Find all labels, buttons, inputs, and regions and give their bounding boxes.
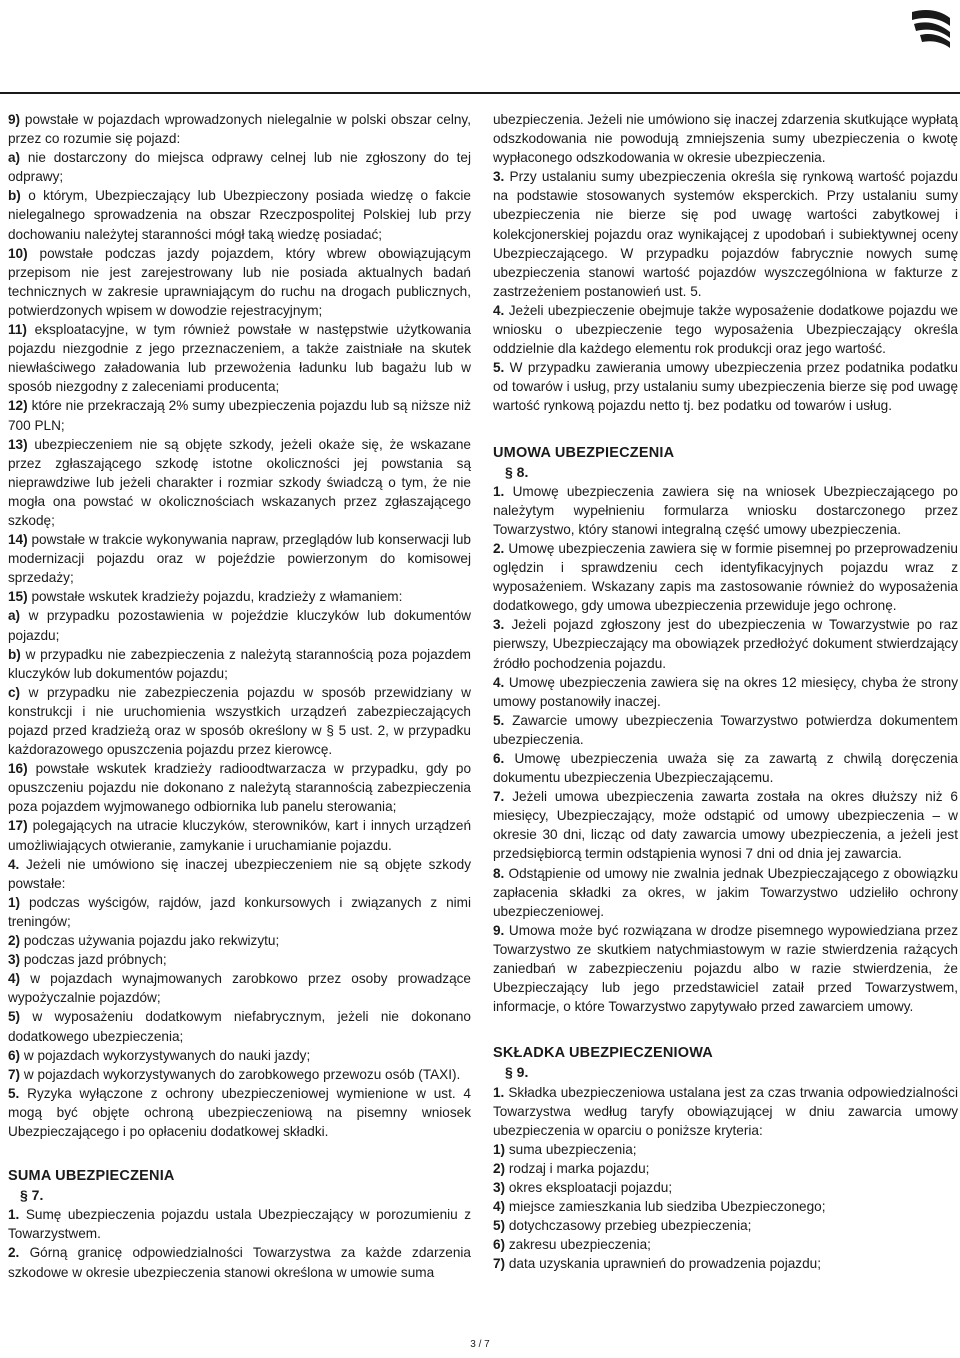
clause-marker: 3. — [493, 169, 505, 185]
clause-paragraph — [493, 1254, 958, 1273]
clause-paragraph — [493, 1159, 958, 1178]
right-column — [493, 110, 958, 1273]
clause-marker: 11) — [8, 322, 27, 338]
company-logo-icon — [904, 2, 954, 52]
clause-paragraph — [8, 759, 471, 816]
clause-text: Składka ubezpieczeniowa ustalana jest za czas trwania odpowiedzialności Towarzystwa według taryfy obowiązującej w dniu zawarcia umowy ubezpieczenia w oparciu o poniższe kryteria: — [493, 1084, 958, 1138]
clause-text: podczas używania pojazdu jako rekwizytu; — [23, 933, 280, 949]
clause-text: Umowę ubezpieczenia zawiera się w formie pisemnej po przeprowadzeniu oględzin i sprawdzeniu cech identyfikacyjnych pojazdu wraz z wyposażeniem. Wskazany zapis ma zastosowanie również do wyposażenia dodatkowego, gdy umowa ubezpieczenia przewiduje jego ochronę. — [493, 540, 958, 614]
clause-text: powstałe podczas jazdy pojazdem, który wbrew obowiązującym przepisom nie jest zarejestrowany lub nie posiada aktualnych badań technicznych w zakresie uprawniającym do ruchu na drogach publicznych, potwierdzonych wpisem w dowodzie rejestracyjnym; — [8, 245, 471, 318]
clause-text: w przypadku nie zabezpieczenia pojazdu w sposób przewidziany w konstrukcji i nie uruchomienia wszystkich urządzeń zabezpieczających pojazd przed kradzieżą oraz w sposób określony w § 5 ust. 2, w przypadku każdorazowego opuszczenia pojazdu przez kierowcę. — [8, 684, 471, 758]
clause-paragraph — [493, 749, 958, 787]
clause-paragraph — [493, 615, 958, 672]
clause-paragraph — [8, 1007, 471, 1045]
clause-paragraph — [8, 606, 471, 644]
clause-marker: 9) — [8, 112, 21, 127]
clause-text: podczas wyścigów, rajdów, jazd konkursowych i związanych z nimi treningów; — [8, 894, 471, 929]
clause-paragraph — [493, 301, 958, 358]
clause-marker: 9. — [493, 922, 505, 938]
clause-paragraph — [493, 110, 958, 167]
clause-paragraph — [8, 530, 471, 587]
clause-paragraph — [8, 1065, 471, 1084]
clause-paragraph — [8, 1046, 471, 1065]
section-number-9: § 9. — [505, 1064, 529, 1081]
clause-text: Umowę ubezpieczenia zawiera się na okres 12 miesięcy, chyba że strony umowy postanowiły inaczej. — [493, 674, 958, 709]
clause-marker: 1) — [493, 1141, 506, 1157]
clause-paragraph — [493, 1178, 958, 1197]
clause-marker: 2. — [8, 1245, 20, 1261]
clause-paragraph — [8, 1084, 471, 1141]
clause-text: w przypadku pozostawienia w pojeździe kluczyków lub dokumentów pojazdu; — [8, 608, 471, 643]
clause-text: Jeżeli pojazd zgłoszony jest do ubezpieczenia w Towarzystwie po raz pierwszy, Ubezpieczający ma obowiązek przedłożyć dokument stwierdzający źródło pochodzenia pojazdu. — [493, 617, 959, 671]
clause-text: Jeżeli nie umówiono się inaczej ubezpieczeniem nie są objęte szkody powstałe: — [8, 856, 471, 891]
clause-text: Przy ustalaniu sumy ubezpieczenia określa się rynkową wartość pojazdu na podstawie stosowanych systemów eksperckich. Przy ustalaniu sumy ubezpieczenia nie bierze się pod uwagę wartości zabytkowej i kolekcjonerskiej pojazdu oraz wynikającej z upodobań i subiektywnej oceny Ubezpieczającego. W przypadku pojazdów fabrycznie nowych sumę ubezpieczenia stanowi wartość pojazdów wyszczególniona w fakturze z zastrzeżeniem postanowień ust. 5. — [493, 169, 958, 299]
clause-paragraph — [493, 1235, 958, 1254]
clause-text: suma ubezpieczenia; — [508, 1141, 637, 1157]
clause-text: ubezpieczenia. Jeżeli nie umówiono się inaczej zdarzenia skutkujące wypłatą odszkodowania nie powodują zmniejszenia sumy ubezpieczenia o kwotę wypłaconego odszkodowania w okresie ubezpieczenia. — [493, 112, 958, 166]
clause-text: w pojazdach wykorzystywanych do zarobkowego przewozu osób (TAXI). — [23, 1066, 461, 1082]
clause-marker: 6. — [493, 751, 505, 766]
clause-paragraph — [493, 787, 958, 863]
clause-marker: 3) — [8, 952, 21, 968]
clause-marker: 2) — [493, 1160, 506, 1176]
clause-marker: 2) — [8, 933, 21, 949]
clause-marker: 16) — [8, 761, 28, 777]
clause-marker: a) — [8, 150, 21, 166]
clause-text: data uzyskania uprawnień do prowadzenia pojazdu; — [508, 1256, 821, 1272]
clause-paragraph — [493, 864, 958, 921]
clause-text: Umowę ubezpieczenia uważa się za zawartą z chwilą doręczenia dokumentu ubezpieczenia Ubezpieczającemu. — [493, 751, 958, 786]
section-number-8: § 8. — [505, 463, 529, 480]
clause-text: powstałe wskutek kradzieży pojazdu, kradzieży z włamaniem: — [31, 589, 403, 605]
clause-marker: 12) — [8, 398, 28, 414]
clause-paragraph — [8, 645, 471, 683]
clause-marker: 2. — [493, 540, 505, 556]
clause-paragraph — [8, 396, 471, 434]
clause-paragraph — [8, 244, 471, 320]
clause-text: dotychczasowy przebieg ubezpieczenia; — [508, 1218, 752, 1234]
clause-paragraph — [8, 931, 471, 950]
clause-paragraph — [493, 1083, 958, 1140]
clause-marker: a) — [8, 608, 21, 624]
clause-marker: 5. — [493, 712, 505, 728]
clause-text: Umowę ubezpieczenia zawiera się na wniosek Ubezpieczającego po należytym wypełnieniu formularza wniosku dostarczonego przez Towarzystwo, który stanowi integralną część umowy ubezpieczenia. — [493, 483, 958, 537]
clause-marker: 5) — [493, 1218, 506, 1234]
clause-marker: 5. — [493, 360, 505, 376]
clause-paragraph — [493, 1140, 958, 1159]
clause-paragraph — [493, 358, 958, 415]
clause-paragraph — [8, 950, 471, 969]
clause-marker: 15) — [8, 589, 28, 605]
header-rule — [0, 92, 960, 94]
clause-text: eksploatacyjne, w tym również powstałe w następstwie użytkowania pojazdu niezgodnie z jego przeznaczeniem, a także zaistniałe na skutek niewłaściwego załadowania lub przewożenia ładunku lub bagażu lub w sposób niezgodny z zaleceniami producenta; — [8, 322, 471, 395]
clause-text: w przypadku nie zabezpieczenia z należytą starannością poza pojazdem kluczyków lub dokumentów pojazdu; — [8, 646, 471, 681]
clause-marker: 4) — [8, 971, 21, 987]
clause-text: Sumę ubezpieczenia pojazdu ustala Ubezpieczający w porozumieniu z Towarzystwem. — [8, 1207, 471, 1242]
clause-marker: 8. — [493, 865, 505, 881]
clause-text: W przypadku zawierania umowy ubezpieczenia przez podatnika podatku od towarów i usług, przy ustalaniu sumy ubezpieczenia bierze się pod uwagę wartość rynkową pojazdu netto tj. bez podatku od towarów i usług. — [493, 360, 958, 414]
clause-text: Zawarcie umowy ubezpieczenia Towarzystwo potwierdza dokumentem ubezpieczenia. — [493, 712, 958, 747]
clause-text: powstałe w trakcie wykonywania napraw, przeglądów lub konserwacji lub modernizacji pojazdu oraz w pojeździe powierzonym do komisowej sprzedaży; — [8, 532, 471, 586]
section-title-umowa: UMOWA UBEZPIECZENIA — [493, 444, 675, 461]
clause-paragraph — [493, 1216, 958, 1235]
left-column — [8, 110, 471, 1282]
clause-text: Jeżeli umowa ubezpieczenia zawarta została na okres dłuższy niż 6 miesięcy, Ubezpieczający, może odstąpić od umowy ubezpieczenia – w okresie 30 dni, licząc od daty zawarcia umowy ubezpieczenia, a jeżeli jest przedsiębiorcą termin odstąpienia wynosi 7 dni od dnia jej zawarcia. — [493, 789, 958, 862]
clause-text: Ryzyka wyłączone z ochrony ubezpieczeniowej wymienione w ust. 4 mogą być objęte ochroną ubezpieczeniową na pisemny wniosek Ubezpieczającego i po opłaceniu dodatkowej składki. — [8, 1085, 471, 1139]
clause-marker: 17) — [8, 818, 28, 834]
clause-marker: 3) — [493, 1179, 506, 1195]
clause-text: nie dostarczony do miejsca odprawy celnej lub nie zgłoszony do tej odprawy; — [8, 150, 471, 185]
clause-paragraph — [493, 921, 958, 1016]
clause-paragraph — [8, 1205, 471, 1243]
clause-marker: 4. — [8, 856, 20, 872]
clause-paragraph — [493, 673, 958, 711]
clause-marker: 1. — [493, 483, 505, 499]
clause-marker: b) — [8, 188, 21, 204]
clause-text: miejsce zamieszkania lub siedziba Ubezpieczonego; — [508, 1199, 826, 1215]
section-title-skladka: SKŁADKA UBEZPIECZENIOWA — [493, 1045, 713, 1062]
clause-paragraph — [8, 683, 471, 759]
clause-marker: 3. — [493, 617, 505, 633]
clause-marker: b) — [8, 646, 21, 662]
clause-paragraph — [8, 816, 471, 854]
clause-text: w pojazdach wynajmowanych zarobkowo przez osoby prowadzące wypożyczalnie pojazdów; — [8, 971, 471, 1006]
clause-text: powstałe w pojazdach wprowadzonych nielegalnie w polski obszar celny, przez co rozumie się pojazd: — [8, 112, 471, 147]
clause-text: powstałe wskutek kradzieży radioodtwarzacza w przypadku, gdy po opuszczeniu pojazdu nie dokonano z należytą starannością zabezpieczenia poza pojazdem wyjmowanego odbiornika lub panelu sterowania; — [8, 761, 472, 815]
clause-marker: 1. — [493, 1084, 505, 1100]
section-title-suma: SUMA UBEZPIECZENIA — [8, 1168, 175, 1185]
clause-marker: 7. — [493, 789, 505, 805]
clause-marker: 6) — [8, 1047, 21, 1063]
clause-marker: 5) — [8, 1009, 21, 1025]
clause-paragraph — [493, 1197, 958, 1216]
clause-text: ubezpieczeniem nie są objęte szkody, jeżeli okaże się, że wskazane przez zgłaszającego szkodę istotne okoliczności jej powstania są nieprawdziwe lub jeżeli charakter i rozmiar szkody świadczą o tym, że nie mogła ona powstać w okolicznościach wskazanych przez zgłaszającego szkodę; — [8, 436, 471, 528]
clause-paragraph — [493, 167, 958, 301]
clause-text: Umowa może być rozwiązana w drodze pisemnego wypowiedziana przez Towarzystwo ze skutkiem natychmiastowym w razie stwierdzenia rażących zaniedbań w zabezpieczeniu pojazdu albo w razie stwierdzenia, że Ubezpieczający lub jego przedstawiciel zataił przed Towarzystwem, informacje, o które Towarzystwo zapytywało przed zawarciem umowy. — [493, 922, 959, 1015]
clause-paragraph — [8, 435, 471, 530]
clause-text: w wyposażeniu dodatkowym niefabrycznym, jeżeli nie dokonano dodatkowego ubezpieczenia; — [8, 1009, 471, 1044]
clause-marker: 14) — [8, 532, 28, 548]
clause-paragraph — [493, 539, 958, 615]
clause-text: które nie przekraczają 2% sumy ubezpieczenia pojazdu lub są niższe niż 700 PLN; — [8, 398, 471, 433]
clause-paragraph — [493, 711, 958, 749]
clause-paragraph — [8, 587, 471, 606]
clause-paragraph — [8, 110, 471, 148]
page-number: 3 / 7 — [470, 1339, 490, 1350]
clause-paragraph — [8, 186, 471, 243]
clause-marker: 1) — [8, 894, 21, 910]
clause-marker: 5. — [8, 1085, 20, 1101]
clause-marker: 6) — [493, 1237, 506, 1253]
clause-marker: 7) — [8, 1066, 21, 1082]
clause-text: Jeżeli ubezpieczenie obejmuje także wyposażenie dodatkowe pojazdu we wniosku o ubezpieczenie tego wyposażenia Ubezpieczający określa oddzielnie dla każdego elementu rok produkcji oraz jego wartość. — [493, 302, 958, 357]
clause-marker: 4. — [493, 674, 505, 690]
clause-paragraph — [8, 148, 471, 186]
clause-text: o którym, Ubezpieczający lub Ubezpieczony posiada wiedzę o fakcie nielegalnego sprowadzenia na obszar Rzeczpospolitej Polskiej lub przy dochowaniu należytej staranności mógł taką wiedzę posiadać; — [8, 188, 471, 242]
clause-text: zakresu ubezpieczenia; — [508, 1237, 651, 1253]
section-number-7: § 7. — [20, 1187, 44, 1204]
clause-marker: 7) — [493, 1256, 506, 1272]
clause-text: podczas jazd próbnych; — [23, 952, 167, 968]
clause-text: polegających na utracie kluczyków, sterowników, kart i innych urządzeń umożliwiających otwieranie, zamykanie i uruchamianie pojazdu. — [8, 818, 472, 853]
clause-marker: 4) — [493, 1199, 506, 1215]
clause-marker: 4. — [493, 302, 505, 318]
clause-text: Odstąpienie od umowy nie zwalnia jednak Ubezpieczającego z obowiązku zapłacenia składki za okres, w jakim Towarzystwo udzieliło ochrony ubezpieczeniowej. — [493, 865, 959, 919]
clause-marker: c) — [8, 684, 21, 700]
clause-text: okres eksploatacji pojazdu; — [508, 1179, 673, 1195]
clause-marker: 1. — [8, 1207, 20, 1223]
clause-text: w pojazdach wykorzystywanych do nauki jazdy; — [23, 1047, 311, 1063]
clause-marker: 10) — [8, 245, 28, 261]
clause-paragraph — [493, 482, 958, 539]
clause-text: rodzaj i marka pojazdu; — [508, 1160, 650, 1176]
clause-paragraph — [8, 893, 471, 931]
clause-text: Górną granicę odpowiedzialności Towarzystwa za każde zdarzenia szkodowe w okresie ubezpieczenia stanowi określona w umowie suma — [8, 1245, 471, 1280]
clause-paragraph — [8, 1243, 471, 1281]
clause-paragraph — [8, 969, 471, 1007]
clause-marker: 13) — [8, 436, 28, 452]
clause-paragraph — [8, 320, 471, 396]
clause-paragraph — [8, 855, 471, 893]
